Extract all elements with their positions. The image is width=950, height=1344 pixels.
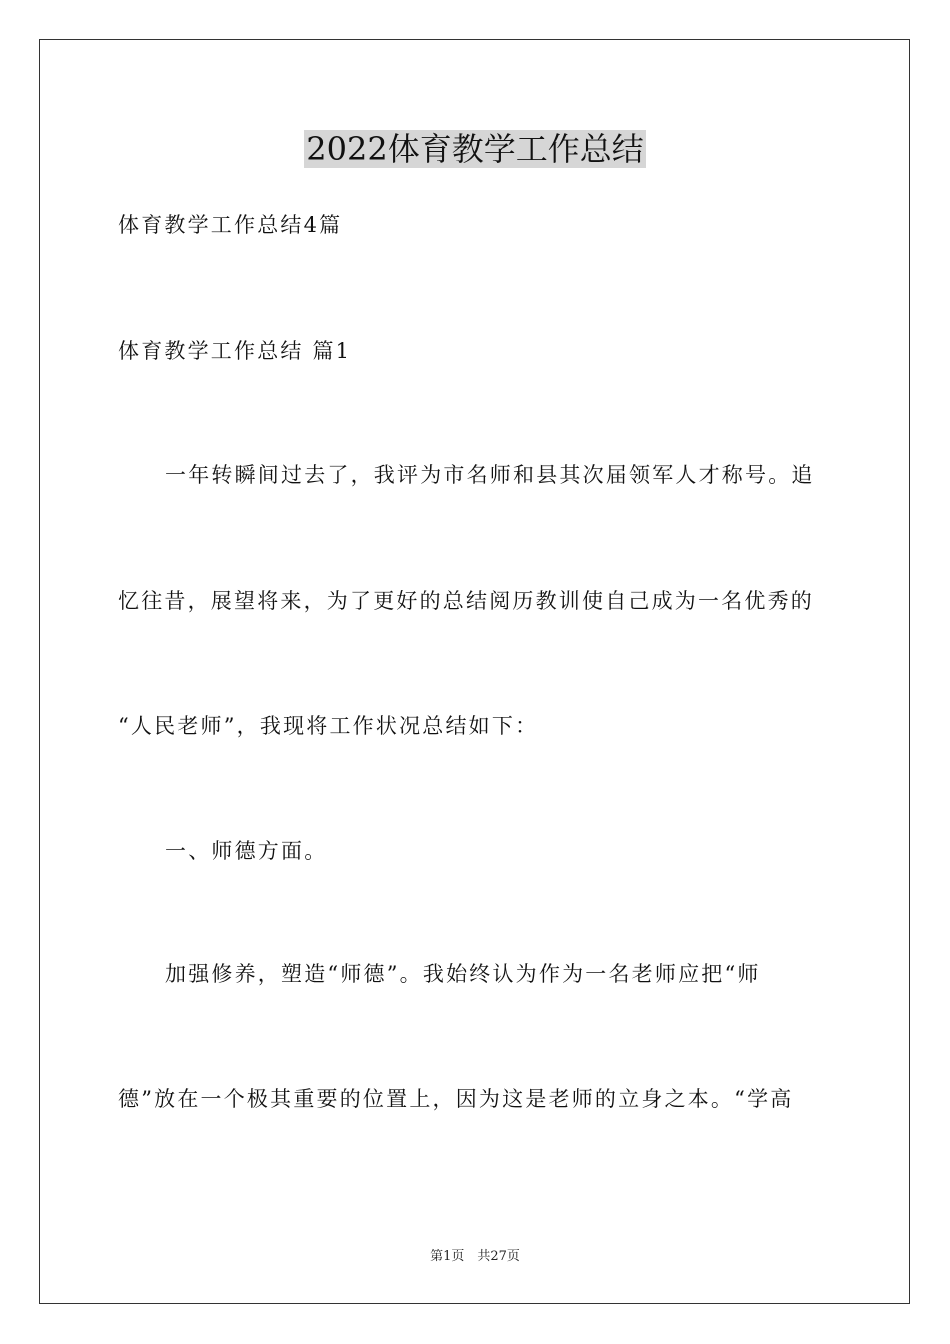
paragraph-line: 一年转瞬间过去了，我评为市名师和县其次届领军人才称号。追 — [165, 463, 815, 487]
paragraph-line: 德”放在一个极其重要的位置上，因为这是老师的立身之本。“学高 — [118, 1087, 794, 1111]
paragraph-line: 忆往昔，展望将来，为了更好的总结阅历教训使自己成为一名优秀的 — [118, 589, 814, 613]
document-title-text: 2022体育教学工作总结 — [306, 130, 644, 168]
paragraph-line: 加强修养，塑造“师德”。我始终认为作为一名老师应把“师 — [165, 962, 761, 986]
section-heading: 体育教学工作总结 篇1 — [118, 339, 352, 363]
paragraph-heading: 一、师德方面。 — [165, 839, 328, 863]
document-title — [0, 128, 950, 170]
document-subtitle: 体育教学工作总结4篇 — [118, 213, 343, 237]
page-number-footer: 第1页 共27页 — [430, 1249, 520, 1264]
paragraph-line: “人民老师”，我现将工作状况总结如下： — [118, 714, 539, 738]
